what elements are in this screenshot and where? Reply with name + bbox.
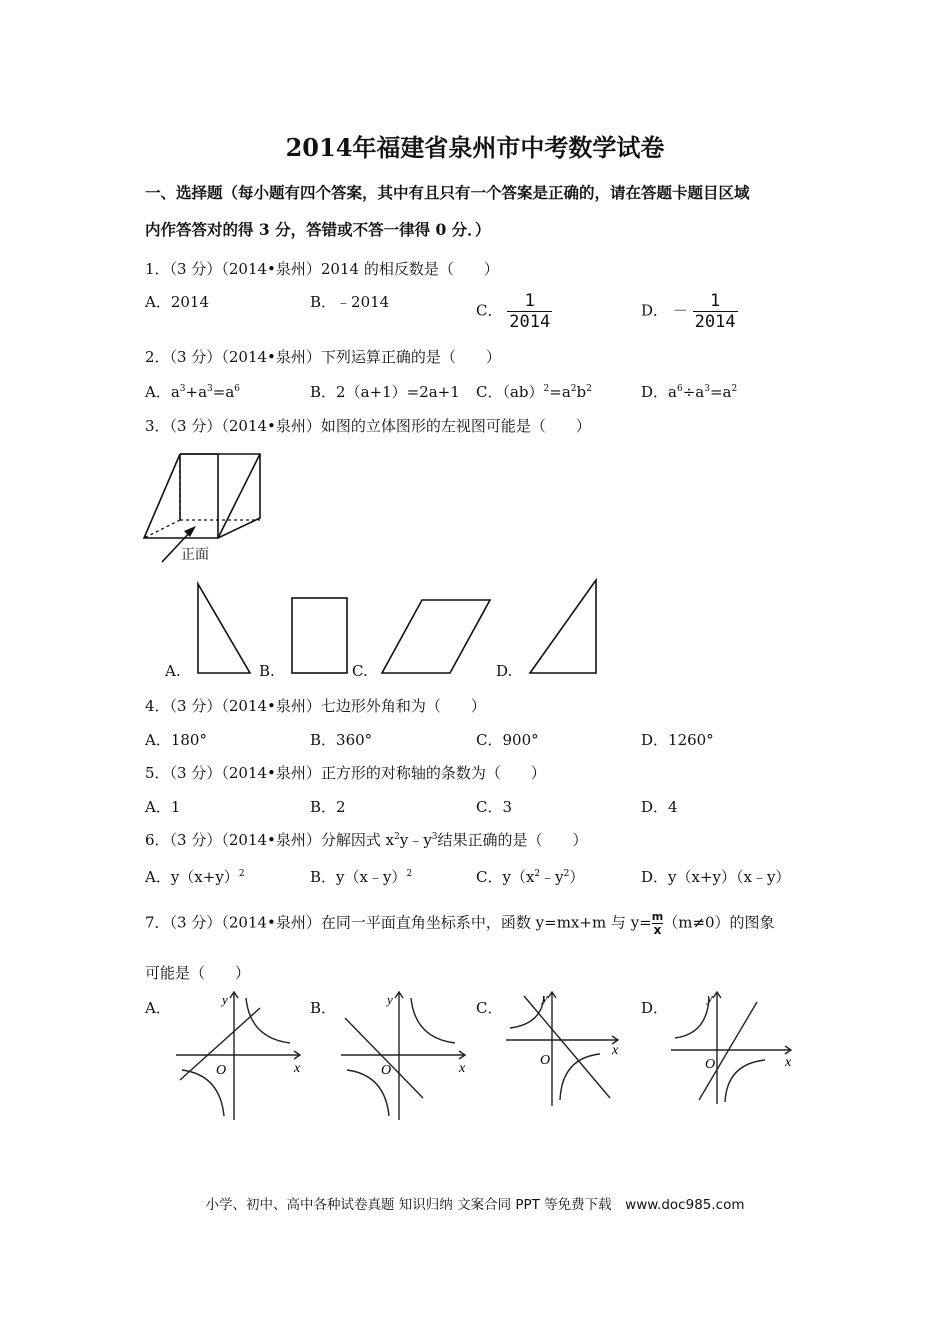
question-4-stem: 4．（3 分）（2014•泉州）七边形外角和为（ ） <box>145 697 486 715</box>
q3-option-d-label: D. <box>496 662 513 680</box>
q5-option-a: A．1 <box>145 798 181 816</box>
q4-option-c: C．900° <box>476 731 539 749</box>
origin-label: O <box>705 1057 716 1072</box>
y-axis-label: y <box>542 990 548 1005</box>
x-axis-label: x <box>294 1061 301 1076</box>
q7-option-c-label: C． <box>476 999 503 1017</box>
q6-option-b: B．y（x﹣y）$^2$ <box>310 868 413 886</box>
q3-option-b-label: B. <box>259 662 275 680</box>
page-title: 2014年福建省泉州市中考数学试卷 <box>285 133 665 162</box>
q7-graph-d <box>665 988 805 1123</box>
q6-option-a: A．$y(x+y)^2$ <box>145 868 245 886</box>
q3-option-c-label: C. <box>352 662 368 680</box>
q1-option-b: B．﹣2014 <box>310 293 390 311</box>
q1-option-c: C． $\frac{1}{2014}$ <box>476 291 551 332</box>
x-axis-label: x <box>612 1043 619 1058</box>
q5-option-b: B．2 <box>310 798 346 816</box>
q3-option-shapes <box>160 580 620 680</box>
y-axis-label: y <box>222 992 228 1007</box>
q3-figure-label: 正面 <box>181 547 209 563</box>
q6-option-d: D．y（x+y）（x﹣y） <box>641 868 791 886</box>
question-2-stem: 2．（3 分）（2014•泉州）下列运算正确的是（ ） <box>145 348 501 366</box>
q2-option-b: B．2（a+1）=2a+1 <box>310 383 460 401</box>
x-axis-label: x <box>785 1055 792 1070</box>
q7-graph-c <box>500 988 640 1123</box>
question-6-stem: 6．（3 分）（2014•泉州）分解因式 $x^2y﹣y^3$结果正确的是（ ） <box>145 831 588 849</box>
page-footer: 小学、初中、高中各种试卷真题 知识归纳 文案合同 PPT 等免费下载 www.doc985.com <box>205 1197 745 1213</box>
question-3-stem: 3．（3 分）（2014•泉州）如图的立体图形的左视图可能是（ ） <box>145 417 591 435</box>
q2-option-d: D．$a^6\div a^3=a^2$ <box>641 383 738 401</box>
fraction: $\frac{1}{2014}$ <box>694 291 736 332</box>
q4-option-a: A．180° <box>145 731 207 749</box>
q2-option-a: A．$a^3+a^3=a^6$ <box>145 383 241 401</box>
question-1-stem: 1．（3 分）（2014•泉州）2014 的相反数是（ ） <box>145 260 499 278</box>
origin-label: O <box>381 1063 392 1078</box>
q7-option-b-label: B． <box>310 999 337 1017</box>
fraction: $\frac{m}{x}$ <box>651 910 664 937</box>
q3-solid-figure <box>140 450 280 565</box>
origin-label: O <box>540 1053 551 1068</box>
fraction: $\frac{1}{2014}$ <box>509 291 551 332</box>
origin-label: O <box>216 1063 227 1078</box>
q7-option-d-label: D． <box>641 999 669 1017</box>
y-axis-label: y <box>387 992 393 1007</box>
q7-graph-b <box>335 988 475 1123</box>
question-7-stem: 7．（3 分）（2014•泉州）在同一平面直角坐标系中，函数 y=mx+m 与 y= $\frac{m}{x}$ （m≠0）的图象 <box>145 910 775 937</box>
q4-option-b: B．360° <box>310 731 373 749</box>
q2-option-c: C．$(ab)^2=a^2b^2$ <box>476 383 592 401</box>
section-heading-line1: 一、选择题（每小题有四个答案，其中有且只有一个答案是正确的，请在答题卡题目区域 <box>145 183 750 202</box>
q4-option-d: D．1260° <box>641 731 714 749</box>
q6-option-c: C．$y(x^2﹣y^2)$ <box>476 868 585 886</box>
y-axis-label: y <box>707 990 713 1005</box>
section-heading-line2: 内作答答对的得 3 分，答错或不答一律得 0 分．） <box>145 220 491 239</box>
q1-option-d: D． － $\frac{1}{2014}$ <box>641 291 736 332</box>
q1-option-a: A．2014 <box>145 293 210 311</box>
question-7-stem-cont: 可能是（ ） <box>145 964 251 982</box>
q7-graph-a <box>170 988 310 1123</box>
question-5-stem: 5．（3 分）（2014•泉州）正方形的对称轴的条数为（ ） <box>145 764 546 782</box>
q5-option-d: D．4 <box>641 798 678 816</box>
q5-option-c: C．3 <box>476 798 513 816</box>
x-axis-label: x <box>459 1061 466 1076</box>
q7-option-a-label: A． <box>145 999 171 1017</box>
q3-option-a-label: A. <box>165 662 181 680</box>
